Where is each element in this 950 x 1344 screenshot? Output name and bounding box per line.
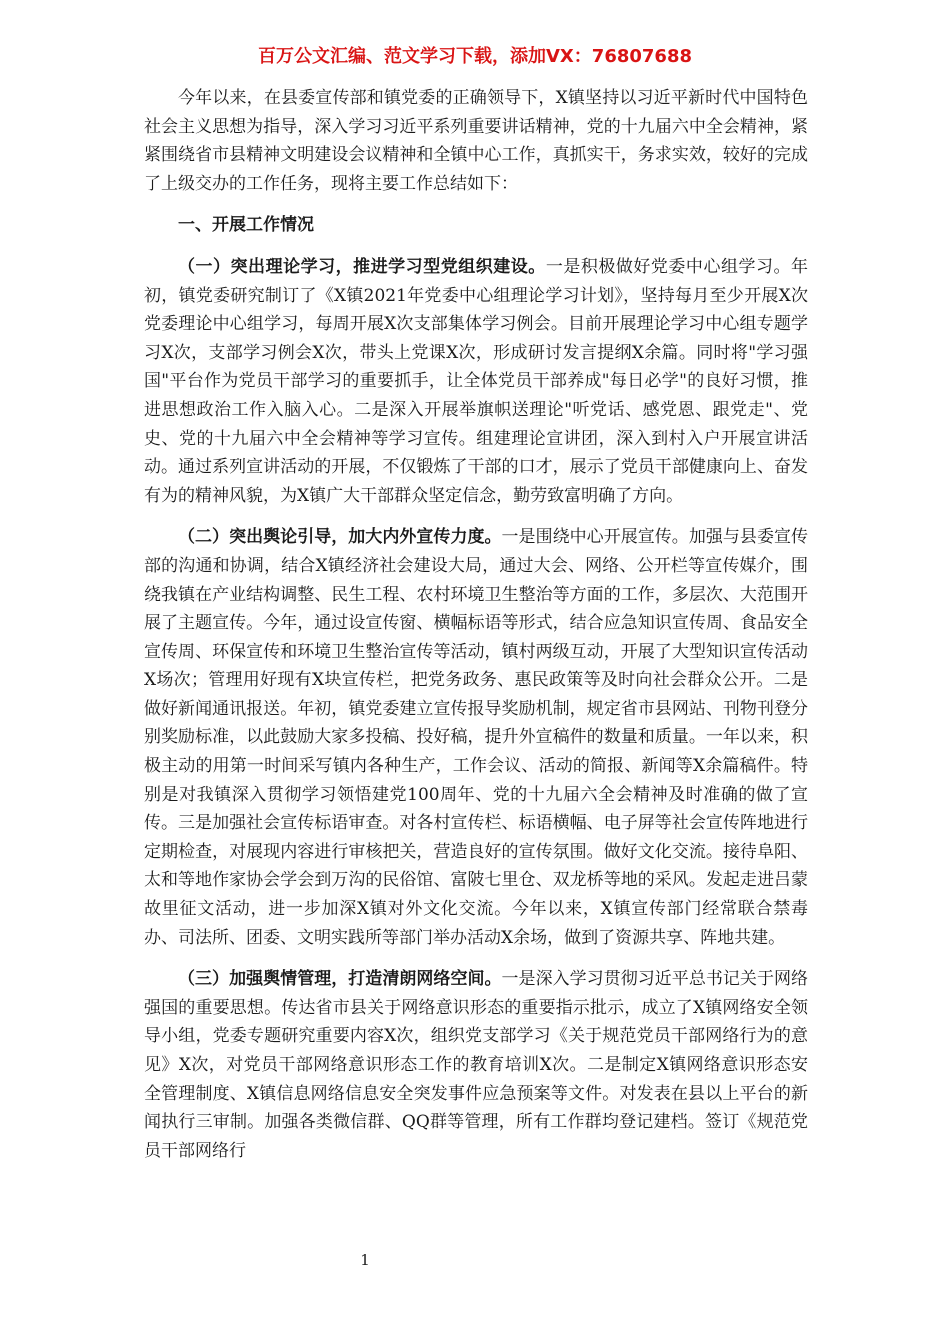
paragraph-item-3-lead: （三）加强舆情管理，打造清朗网络空间。: [178, 969, 502, 990]
page-number: 1: [360, 1251, 370, 1269]
paragraph-item-2-body: 一是围绕中心开展宣传。加强与县委宣传部的沟通和协调，结合X镇经济社会建设大局，通过大会、网络、公开栏等宣传媒介，围绕我镇在产业结构调整、民生工程、农村环境卫生整治等方面的工作，多层次、大范围开展了主题宣传。今年，通过设宣传窗、横幅标语等形式，结合应急知识宣传周、食品安全宣传周、环保宣传和环境卫生整治宣传等活动，镇村两级互动，开展了大型知识宣传活动X场次；管理用好现有X块宣传栏，把党务政务、惠民政策等及时向社会群众公开。二是做好新闻通讯报送。年初，镇党委建立宣传报导奖励机制，规定省市县网站、刊物刊登分别奖励标准，以此鼓励大家多投稿、投好稿，提升外宣稿件的数量和质量。一年以来，积极主动的用第一时间采写镇内各种生产，工作会议、活动的简报、新闻等X余篇稿件。特别是对我镇深入贯彻学习领悟建党100周年、党的十九届六全会精神及时准确的做了宣传。三是加强社会宣传标语审查。对各村宣传栏、标语横幅、电子屏等社会宣传阵地进行定期检查，对展现内容进行审核把关，营造良好的宣传氛围。做好文化交流。接待阜阳、太和等地作家协会学会到万沟的民俗馆、富陂七里仓、双龙桥等地的采风。发起走进吕蒙故里征文活动，进一步加深X镇对外文化交流。今年以来，X镇宣传部门经常联合禁毒办、司法所、团委、文明实践所等部门举办活动X余场，做到了资源共享、阵地共建。: [144, 527, 809, 948]
paragraph-item-1-body: 一是积极做好党委中心组学习。年初，镇党委研究制订了《X镇2021年党委中心组理论学习计划》，坚持每月至少开展X次党委理论中心组学习，每周开展X次支部集体学习例会。目前开展理论学习中心组专题学习X次，支部学习例会X次，带头上党课X次，形成研讨发言提纲X余篇。同时将"学习强国"平台作为党员干部学习的重要抓手，让全体党员干部养成"每日必学"的良好习惯，推进思想政治工作入脑入心。二是深入开展举旗帜送理论"听党话、感党恩、跟党走"、党史、党的十九届六中全会精神等学习宣传。组建理论宣讲团，深入到村入户开展宣讲活动。通过系列宣讲活动的开展，不仅锻炼了干部的口才，展示了党员干部健康向上、奋发有为的精神风貌，为X镇广大干部群众坚定信念，勤劳致富明确了方向。: [144, 256, 809, 506]
paragraph-item-1: [144, 253, 808, 510]
intro-paragraph: 今年以来，在县委宣传部和镇党委的正确领导下，X镇坚持以习近平新时代中国特色社会主义思想为指导，深入学习习近平系列重要讲话精神，党的十九届六中全会精神，紧紧围绕省市县精神文明建设会议精神和全镇中心工作，真抓实干，务求实效，较好的完成了上级交办的工作任务，现将主要工作总结如下：: [144, 88, 808, 194]
paragraph-item-3-body: 一是深入学习贯彻习近平总书记关于网络强国的重要思想。传达省市县关于网络意识形态的重要指示批示，成立了X镇网络安全领导小组，党委专题研究重要内容X次，组织党支部学习《关于规范党员干部网络行为的意见》X次，对党员干部网络意识形态工作的教育培训X次。二是制定X镇网络意识形态安全管理制度、X镇信息网络信息安全突发事件应急预案等文件。对发表在县以上平台的新闻执行三审制。加强各类微信群、QQ群等管理，所有工作群均登记建档。签订《规范党员干部网络行: [144, 969, 809, 1161]
paragraph-item-2: [144, 523, 808, 952]
paragraph-item-2-lead: （二）突出舆论引导，加大内外宣传力度。: [178, 527, 502, 548]
document-body: [144, 84, 808, 1165]
paragraph-item-1-lead: （一）突出理论学习，推进学习型党组织建设。: [178, 256, 546, 277]
promo-header: 百万公文汇编、范文学习下载，添加VX：76807688: [257, 46, 692, 67]
section-heading: 一、开展工作情况: [178, 215, 314, 236]
paragraph-item-3: [144, 965, 808, 1165]
